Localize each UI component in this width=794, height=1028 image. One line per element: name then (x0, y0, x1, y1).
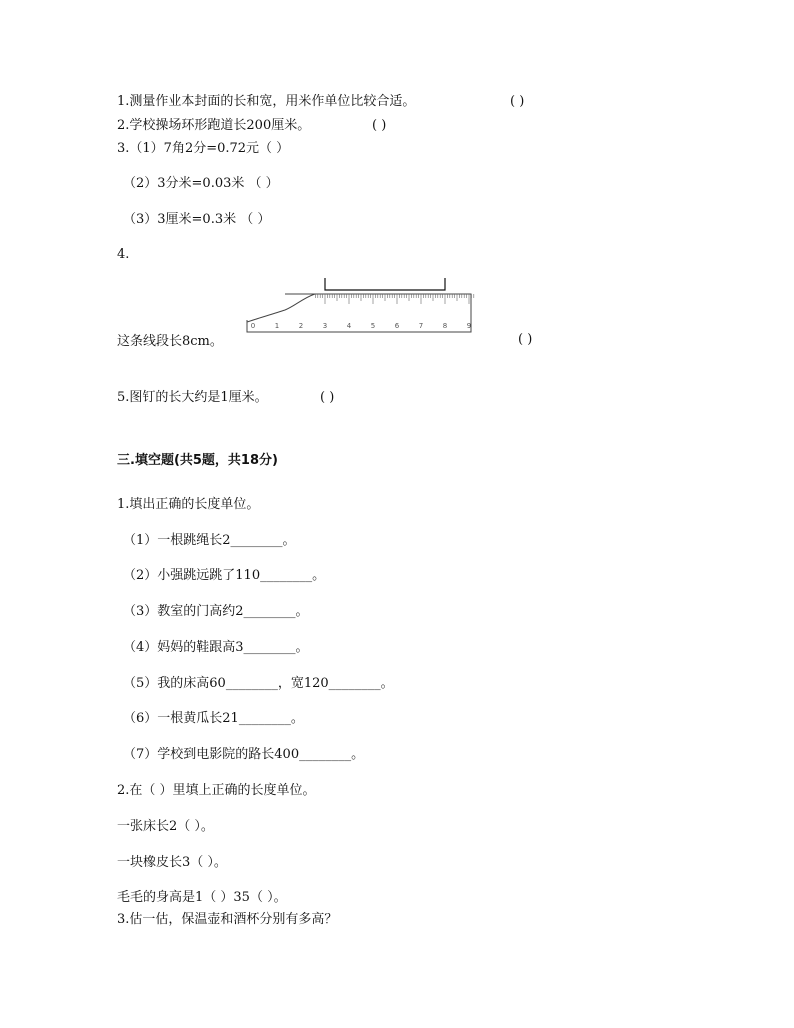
fill-q3: 3.估一估，保温壶和酒杯分别有多高？ (117, 912, 338, 927)
fill-q1-item[interactable]: （5）我的床高60________，宽120________。 (123, 676, 394, 691)
section-title: 三.填空题(共5题，共18分) (117, 453, 278, 468)
judge-q3-part3[interactable]: （3）3厘米=0.3米 （ ） (123, 212, 271, 227)
fill-q1-item[interactable]: （3）教室的门高约2________。 (123, 604, 309, 619)
ruler-tick-labels (251, 322, 471, 330)
ruler-tick-label: 1 (274, 322, 280, 330)
judge-q3-part1[interactable]: 3.（1）7角2分=0.72元（ ） (117, 141, 290, 156)
ruler-tick-label: 3 (322, 322, 328, 330)
fill-q1-item[interactable]: （2）小强跳远跳了110________。 (123, 568, 326, 583)
fill-q1-item[interactable]: （6）一根黄瓜长21________。 (123, 711, 304, 726)
ruler-tick-label: 2 (298, 322, 304, 330)
judge-q4-answer-blank[interactable]: ( ) (518, 332, 533, 347)
fill-q2-item[interactable]: 一张床长2（ ）。 (117, 819, 214, 834)
judge-q1-answer-blank[interactable]: ( ) (510, 94, 525, 109)
ruler-body (247, 294, 471, 332)
ruler-tick-label: 5 (370, 322, 376, 330)
judge-q4-number: 4. (117, 247, 130, 262)
ruler-tick-label: 8 (442, 322, 448, 330)
ruler-figure (245, 276, 477, 334)
judge-q1: 1.测量作业本封面的长和宽，用米作单位比较合适。 (117, 94, 416, 109)
judge-q2: 2.学校操场环形跑道长200厘米。 (117, 118, 311, 133)
judge-q3-part2[interactable]: （2）3分米=0.03米 （ ） (123, 176, 279, 191)
ruler-tick-label: 0 (250, 322, 256, 330)
fill-q1-item[interactable]: （4）妈妈的鞋跟高3________。 (123, 640, 309, 655)
fill-q1-item[interactable]: （7）学校到电影院的路长400________。 (123, 747, 365, 762)
judge-q5-answer-blank[interactable]: ( ) (320, 390, 335, 405)
ruler-ticks (315, 294, 473, 304)
ruler-tick-label: 6 (394, 322, 400, 330)
ruler-tick-label: 4 (346, 322, 352, 330)
judge-q4-text: 这条线段长8cm。 (117, 334, 223, 349)
fill-q2-item[interactable]: 一块橡皮长3（ ）。 (117, 855, 227, 870)
ruler-tick-label: 9 (466, 322, 472, 330)
fill-q1-item[interactable]: （1）一根跳绳长2________。 (123, 533, 296, 548)
fill-q1: 1.填出正确的长度单位。 (117, 497, 260, 512)
judge-q5: 5.图钉的长大约是1厘米。 (117, 390, 268, 405)
ruler-tick-label: 7 (418, 322, 424, 330)
judge-q2-answer-blank[interactable]: ( ) (372, 118, 387, 133)
fill-q2: 2.在（ ）里填上正确的长度单位。 (117, 783, 316, 798)
line-segment (325, 278, 445, 290)
fill-q2-item[interactable]: 毛毛的身高是1（ ）35（ ）。 (117, 890, 287, 905)
